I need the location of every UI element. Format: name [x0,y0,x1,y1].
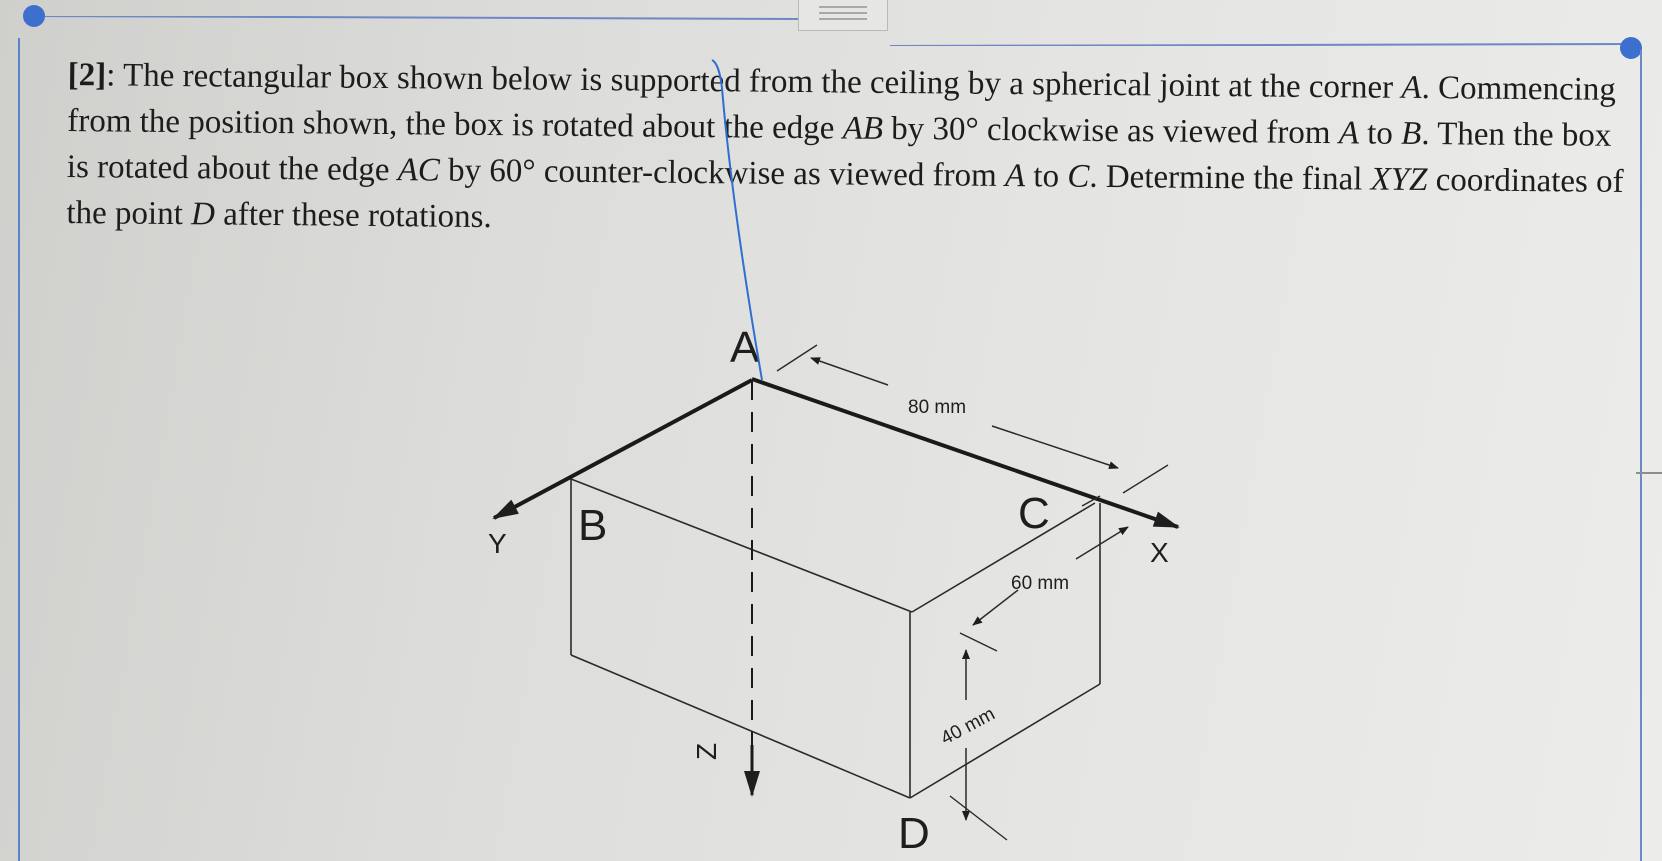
axis-label-z: Z [691,742,722,760]
problem-statement: [2]: The rectangular box shown below is supported from the ceiling by a spherical joint at the corner A. Commencing from the position shown, the box is rotated about the edge AB by 30° clockwise as viewed from A to B. Then the box is rotated about the edge AC by 60° counter-clockwise as viewed from A to C. Determine the final XYZ coordinates of the point D after these rotations. [66,56,1624,236]
dim-60-arrow-down [973,590,1018,625]
dim-60-arrow-up [1076,527,1128,559]
label-d: D [898,809,930,858]
label-c: C [1018,489,1050,538]
axis-label-x: X [1150,537,1169,568]
axis-ab [494,380,752,518]
dim-80-arrow-left [811,358,888,385]
dim-40-ext-bottom [950,796,1007,840]
dim-80-ext-c [1123,465,1168,493]
dim-label-60: 60 mm [1011,573,1070,594]
problem-number: [2] [67,56,107,94]
dim-80-arrow-right [992,426,1118,468]
label-b: B [578,501,608,550]
edge-bottom-left [571,655,910,798]
edge-top-front [571,479,912,612]
axis-label-y: Y [488,528,507,559]
edge-top-right [912,503,1095,612]
dim-label-80: 80 mm [908,397,967,418]
dim-60-ext-low [960,633,997,651]
dim-label-40: 40 mm [937,703,999,750]
edge-bottom-right [910,684,1100,798]
label-a: A [730,323,760,372]
